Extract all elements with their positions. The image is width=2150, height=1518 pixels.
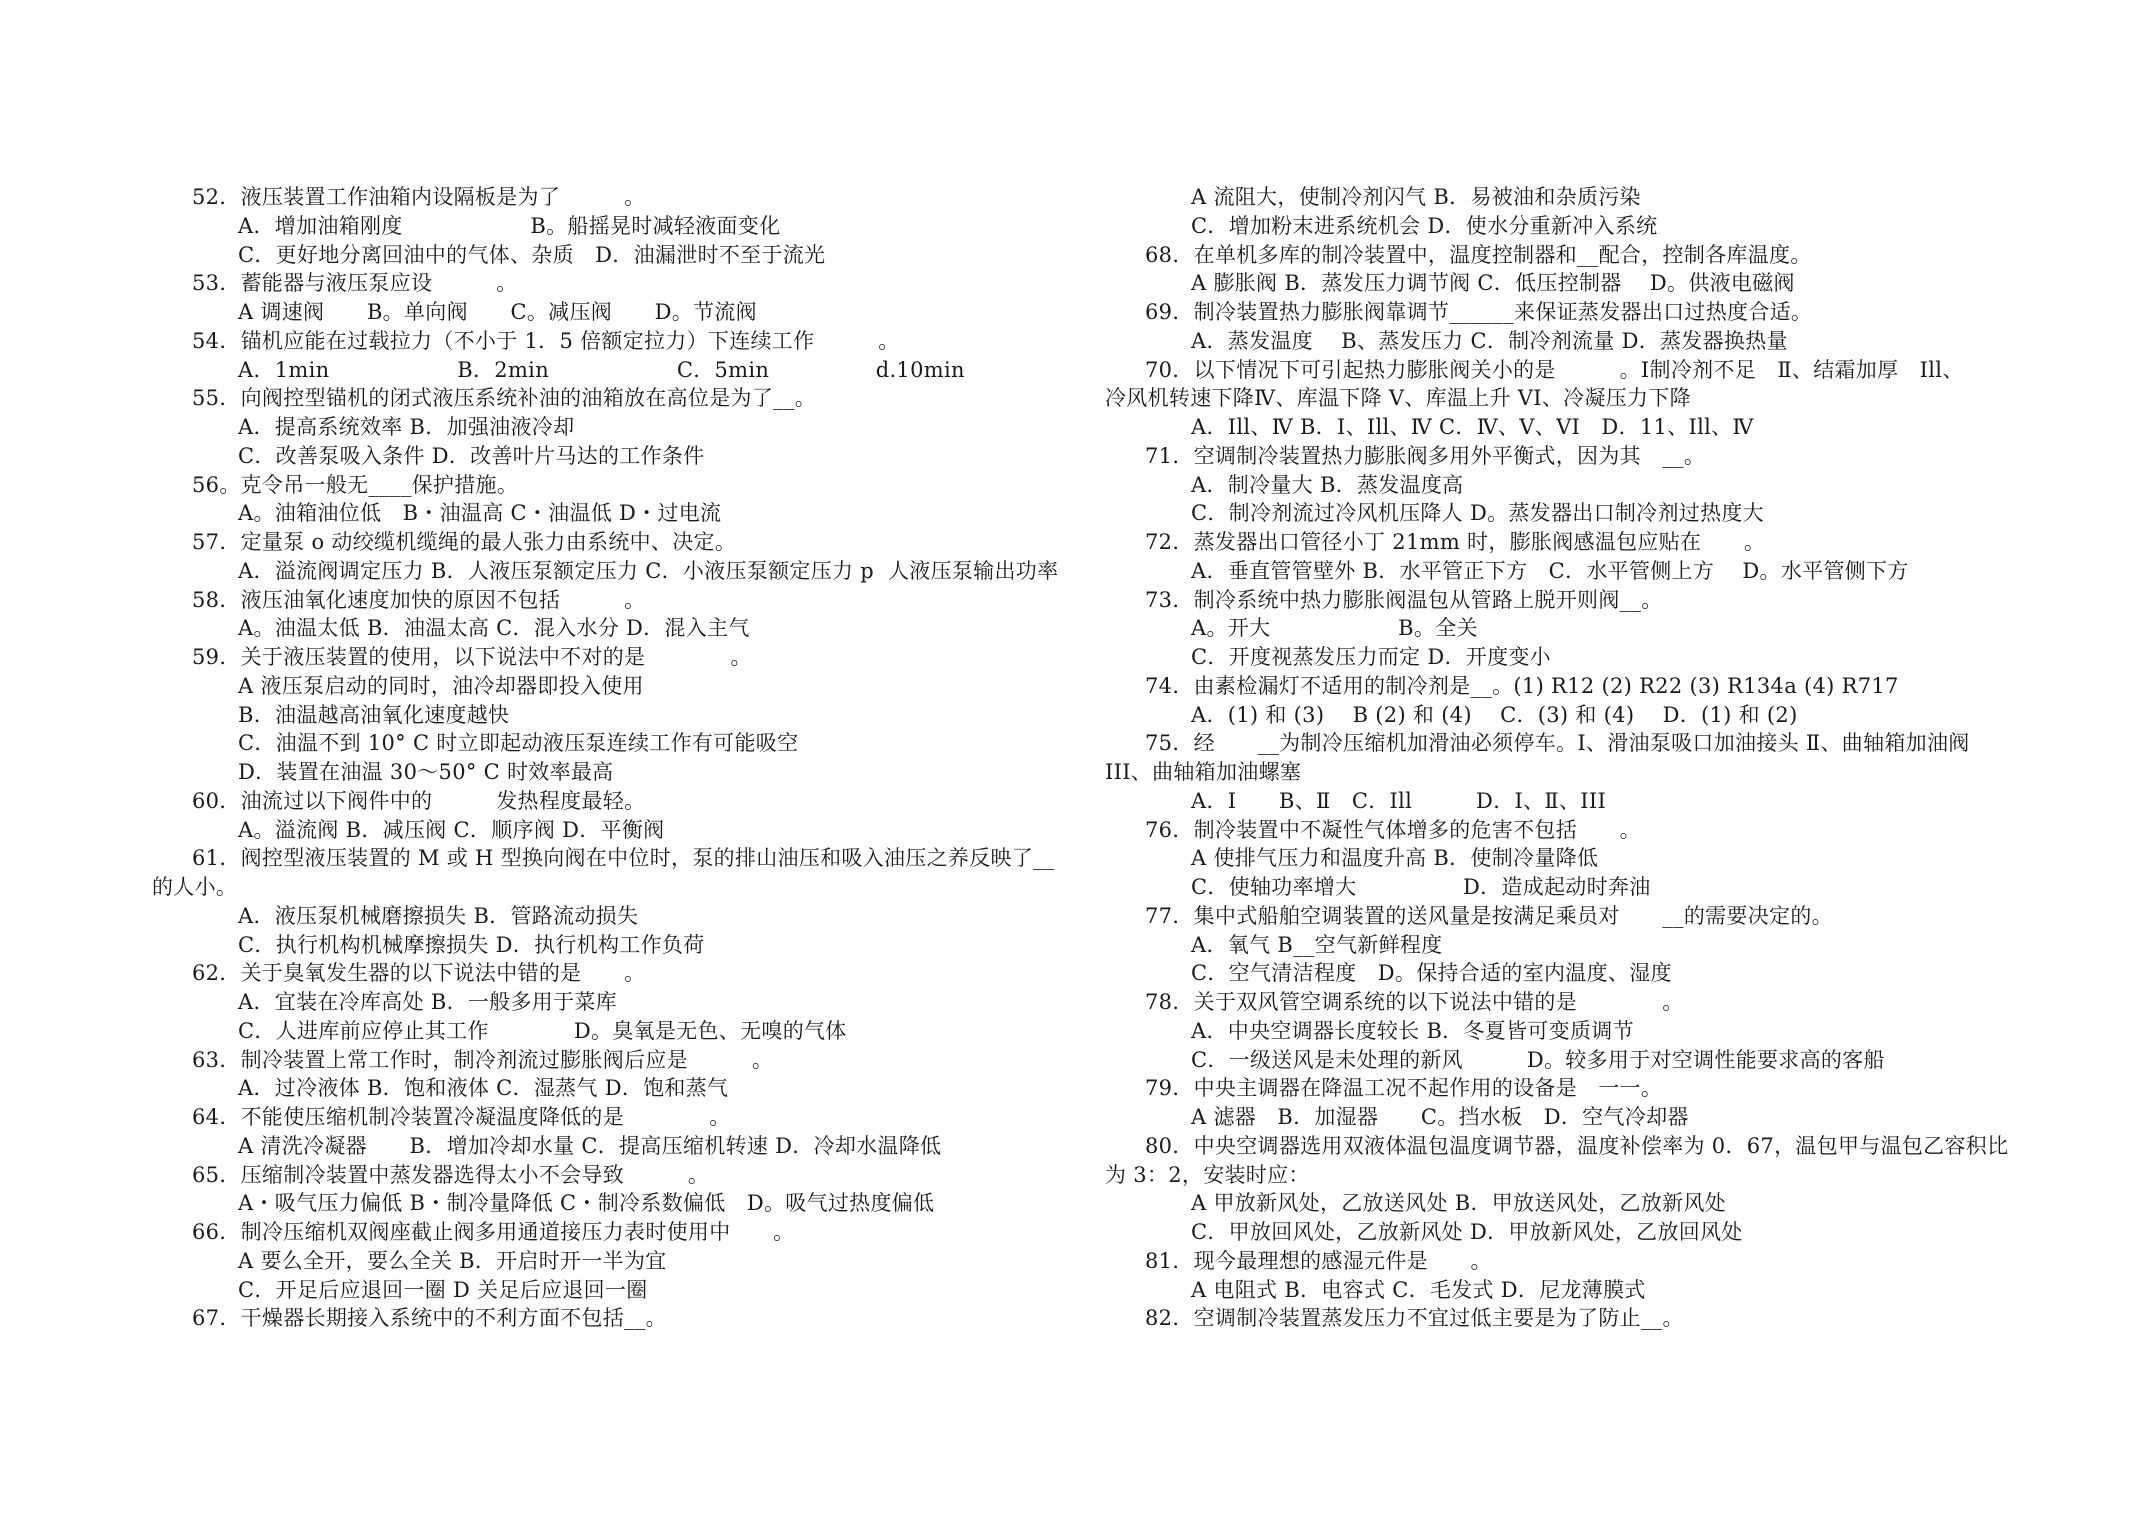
options-line: A．提高系统效率 B．加强油液冷却 — [238, 415, 575, 439]
options-line: A．垂直管管壁外 B．水平管正下方 C．水平管侧上方 D。水平管侧下方 — [1191, 558, 1909, 583]
continuation-line: 的人小。 — [152, 875, 238, 899]
options-line: B．油温越高油氧化速度越快 — [238, 702, 510, 727]
options-line: A 清洗冷凝器 B．增加冷却水量 C．提高压缩机转速 D．冷却水温降低 — [238, 1133, 942, 1158]
options-line: A 电阻式 B．电容式 C．毛发式 D．尼龙薄膜式 — [1191, 1277, 1646, 1302]
options-line: A。开大 B。全关 — [1191, 616, 1478, 641]
question-line: 56。克令吊一般无____保护措施。 — [192, 472, 519, 497]
options-line: C．执行机构机械摩擦损失 D．执行机构工作负荷 — [238, 932, 705, 957]
question-line: 65．压缩制冷装置中蒸发器选得太小不会导致 。 — [192, 1162, 710, 1187]
question-line: 79．中央主调器在降温工况不起作用的设备是 一一。 — [1145, 1076, 1663, 1101]
options-line: C．油温不到 10° C 时立即起动液压泵连续工作有可能吸空 — [238, 731, 799, 756]
question-line: 57．定量泵 o 动绞缆机缆绳的最人张力由系统中、决定。 — [192, 530, 737, 554]
question-line: 64．不能使压缩机制冷装置冷凝温度降低的是 。 — [192, 1105, 731, 1129]
options-line: A 膨胀阀 B．蒸发压力调节阀 C．低压控制器 D。供液电磁阀 — [1191, 271, 1795, 296]
question-line: 70．以下情况下可引起热力膨胀阀关小的是 。Ⅰ制冷剂不足 Ⅱ、结霜加厚 Ill、 — [1145, 357, 1964, 382]
options-line: A．增加油箱刚度 B。船摇晃时减轻液面变化 — [238, 213, 781, 238]
options-line: A．过冷液体 B．饱和液体 C．湿蒸气 D．饱和蒸气 — [238, 1076, 729, 1101]
options-line: A．(1) 和 (3) B (2) 和 (4) C．(3) 和 (4) D．(1) 和 (2) — [1191, 702, 1798, 727]
question-line: 62．关于臭氧发生器的以下说法中错的是 。 — [192, 961, 646, 986]
options-line: C．改善泵吸入条件 D．改善叶片马达的工作条件 — [238, 443, 705, 468]
question-line: 69．制冷装置热力膨胀阀靠调节______来保证蒸发器出口过热度合适。 — [1145, 300, 1813, 324]
question-line: 72．蒸发器出口管径小丁 21mm 时，膨胀阀感温包应贴在 。 — [1145, 530, 1766, 554]
question-line: 76．制冷装置中不凝性气体增多的危害不包括 。 — [1145, 817, 1641, 842]
question-line: 74．由素检漏灯不适用的制冷剂是__。(1) R12 (2) R22 (3) R134a (4) R717 — [1145, 673, 1899, 698]
options-line: C．开度视蒸发压力而定 D．开度变小 — [1191, 645, 1551, 669]
question-line: 55．向阀控型锚机的闭式液压系统补油的油箱放在高位是为了__。 — [192, 386, 817, 411]
options-line: A．宜装在冷库高处 B．一般多用于菜库 — [238, 990, 617, 1014]
options-line: C．人进库前应停止其工作 D。臭氧是无色、无嗅的气体 — [238, 1018, 847, 1043]
question-line: 68．在单机多库的制冷装置中，温度控制器和__配合，控制各库温度。 — [1145, 242, 1812, 267]
question-line: 66．制冷压缩机双阀座截止阀多用通道接压力表时使用中 。 — [192, 1220, 795, 1244]
continuation-line: 冷风机转速下降Ⅳ、库温下降 V、库温上升 VI、冷凝压力下降 — [1105, 386, 1691, 411]
question-line: 53．蓄能器与液压泵应设 。 — [192, 271, 518, 296]
options-line: A 液压泵启动的同时，油冷却器即投入使用 — [238, 673, 644, 698]
options-line: A 要么全开，要么全关 B．开启时开一半为宜 — [238, 1248, 667, 1273]
options-line: C．使轴功率增大 D．造成起动时奔油 — [1191, 875, 1651, 899]
question-line: 52．液压装置工作油箱内设隔板是为了 。 — [192, 185, 646, 209]
question-line: 59．关于液压装置的使用，以下说法中不对的是 。 — [192, 645, 752, 669]
options-line: C．一级送风是未处理的新风 D。较多用于对空调性能要求高的客船 — [1191, 1047, 1885, 1072]
options-line: A．Ⅰ B、Ⅱ C．Ill D．Ⅰ、Ⅱ、III — [1191, 788, 1607, 813]
question-line: 73．制冷系统中热力膨胀阀温包从管路上脱开则阀__。 — [1145, 587, 1663, 612]
options-line: A 滤器 B．加湿器 C。挡水板 D．空气冷却器 — [1191, 1105, 1689, 1129]
options-line: C．开足后应退回一圈 D 关足后应退回一圈 — [238, 1277, 648, 1302]
options-line: C．制冷剂流过冷风机压降人 D。蒸发器出口制冷剂过热度大 — [1191, 501, 1764, 526]
question-line: 80．中央空调器选用双液体温包温度调节器，温度补偿率为 0．67，温包甲与温包乙容积比 — [1145, 1133, 2009, 1158]
options-line: A 使排气压力和温度升高 B．使制冷量降低 — [1191, 846, 1599, 871]
question-line: 75．经 __为制冷压缩机加滑油必须停车。I、滑油泵吸口加油接头 Ⅱ、曲轴箱加油阀 — [1145, 731, 1970, 756]
question-line: 54．锚机应能在过载拉力（不小于 1．5 倍额定拉力）下连续工作 。 — [192, 328, 900, 353]
options-line: D．装置在油温 30～50° C 时效率最高 — [238, 760, 614, 784]
question-line: 60．油流过以下阀件中的 发热程度最轻。 — [192, 788, 646, 813]
options-line: A．中央空调器长度较长 B．冬夏皆可变质调节 — [1191, 1018, 1634, 1043]
continuation-line: III、曲轴箱加油螺塞 — [1105, 760, 1302, 784]
options-line: A．1min B．2min C．5min d.10min — [238, 357, 965, 382]
options-line: A．Ill、Ⅳ B．I、Ill、Ⅳ C．Ⅳ、V、VI D．11、Ill、Ⅳ — [1191, 415, 1754, 439]
question-line: 61．阀控型液压装置的 M 或 H 型换向阀在中位时，泵的排山油压和吸入油压之养反映了__ — [192, 846, 1055, 871]
question-line: 71．空调制冷装置热力膨胀阀多用外平衡式，因为其 __。 — [1145, 443, 1706, 468]
question-line: 63．制冷装置上常工作时，制冷剂流过膨胀阀后应是 。 — [192, 1047, 774, 1072]
question-line: 77．集中式船舶空调装置的送风量是按满足乘员对 __的需要决定的。 — [1145, 903, 1833, 928]
question-line: 78．关于双风管空调系统的以下说法中错的是 。 — [1145, 990, 1684, 1014]
options-line: A・吸气压力偏低 B・制冷量降低 C・制冷系数偏低 D。吸气过热度偏低 — [238, 1191, 935, 1216]
options-line: A 甲放新风处，乙放送风处 B．甲放送风处，乙放新风处 — [1191, 1191, 1727, 1216]
options-line: A．液压泵机械磨擦损失 B．管路流动损失 — [238, 903, 639, 928]
options-line: A．制冷量大 B．蒸发温度高 — [1191, 472, 1464, 497]
options-line: C．空气清洁程度 D。保持合适的室内温度、湿度 — [1191, 961, 1672, 986]
options-line: A 流阻大，使制冷剂闪气 B．易被油和杂质污染 — [1191, 185, 1641, 209]
question-line: 67．干燥器长期接入系统中的不利方面不包括__。 — [192, 1306, 667, 1331]
options-line: C．甲放回风处，乙放新风处 D．甲放新风处，乙放回风处 — [1191, 1220, 1743, 1244]
options-line: A 调速阀 B。单向阀 C。减压阀 D。节流阀 — [238, 300, 757, 324]
options-line: A．溢流阀调定压力 B．人液压泵额定压力 C．小液压泵额定压力 p 人液压泵输出功率 — [238, 558, 1059, 583]
options-line: C．更好地分离回油中的气体、杂质 D．油漏泄时不至于流光 — [238, 242, 826, 267]
options-line: A。油箱油位低 B・油温高 C・油温低 D・过电流 — [238, 501, 722, 526]
question-line: 81．现今最理想的感湿元件是 。 — [1145, 1248, 1492, 1273]
options-line: A。溢流阀 B．减压阀 C．顺序阀 D．平衡阀 — [238, 817, 665, 842]
options-line: A。油温太低 B．油温太高 C．混入水分 D．混入主气 — [238, 616, 750, 641]
question-line: 82．空调制冷装置蒸发压力不宜过低主要是为了防止__。 — [1145, 1306, 1684, 1331]
options-line: C．增加粉末进系统机会 D．使水分重新冲入系统 — [1191, 213, 1658, 238]
question-line: 58．液压油氧化速度加快的原因不包括 。 — [192, 587, 646, 612]
options-line: A．蒸发温度 B、蒸发压力 C．制冷剂流量 D．蒸发器换热量 — [1191, 328, 1788, 353]
options-line: A．氧气 B__空气新鲜程度 — [1191, 932, 1443, 957]
continuation-line: 为 3：2，安装时应： — [1105, 1162, 1310, 1187]
